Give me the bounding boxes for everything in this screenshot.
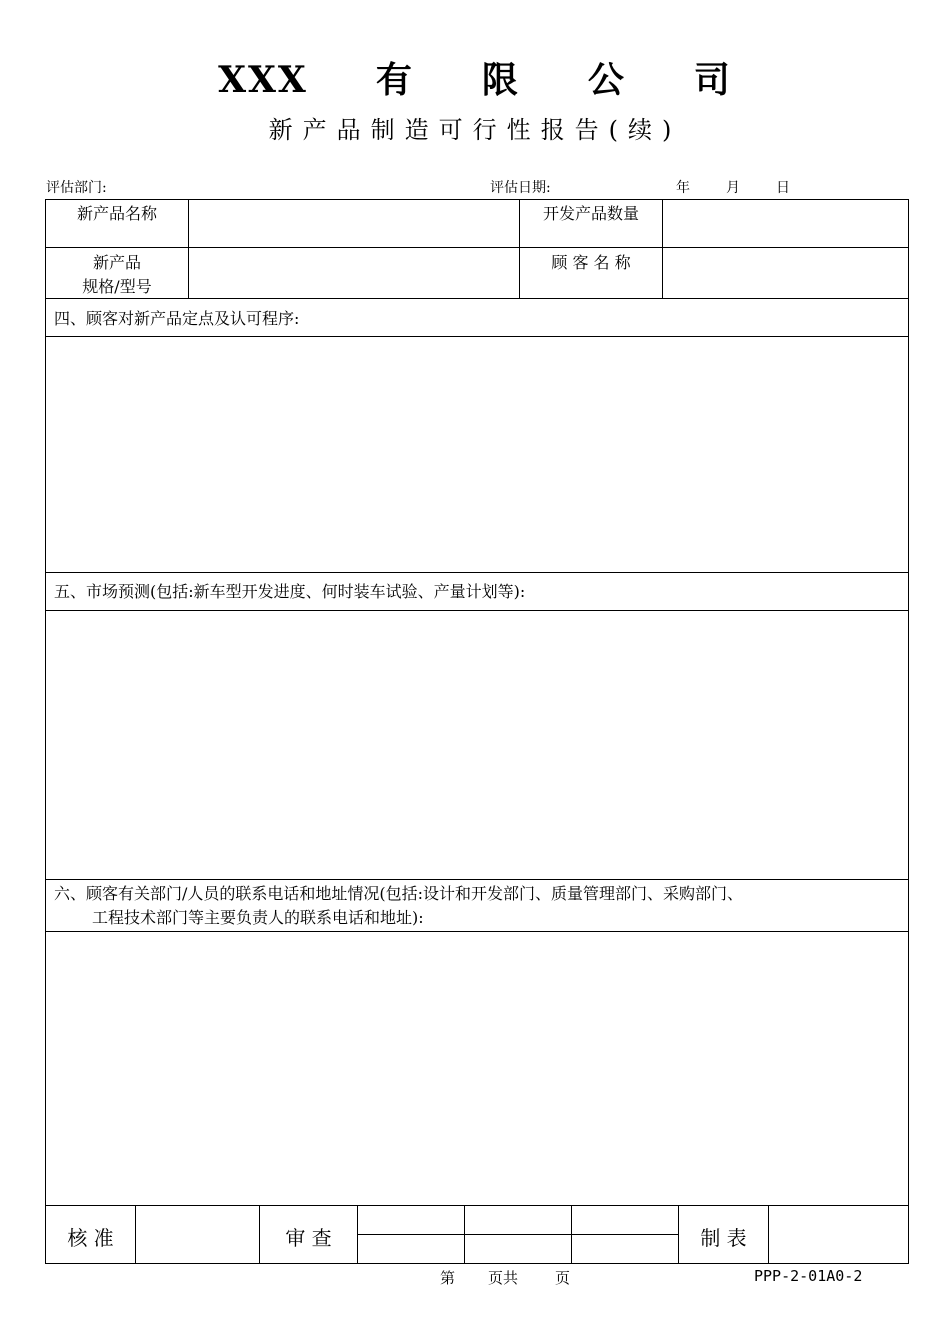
spec-label-line2: 规格/型号 (82, 277, 152, 296)
prepare-label: 制 表 (700, 1226, 747, 1250)
table-rule (188, 199, 189, 299)
section-4-content[interactable] (54, 345, 904, 565)
prepare-signature-field[interactable] (769, 1210, 907, 1258)
table-rule (662, 199, 663, 299)
table-rule (45, 336, 909, 337)
spec-label-line1: 新产品 (92, 253, 141, 272)
customer-name-label: 顾 客 名 称 (551, 253, 631, 272)
page-label-3: 页 (555, 1269, 571, 1287)
company-title-part: XXX (218, 59, 308, 101)
page-label-2: 页共 (488, 1269, 519, 1287)
approve-signature-field[interactable] (136, 1210, 258, 1258)
table-rule (357, 1234, 679, 1235)
table-rule (45, 1205, 909, 1206)
document-code: PPP-2-01A0-2 (754, 1267, 863, 1285)
table-rule (45, 247, 909, 248)
section-5-content[interactable] (54, 620, 904, 870)
company-title-part: 公 (587, 59, 626, 101)
date-month-label: 月 (726, 180, 740, 196)
product-name-label: 新产品名称 (76, 204, 157, 223)
eval-date-label: 评估日期: (490, 180, 551, 196)
section-5-heading: 五、市场预测(包括:新车型开发进度、何时装车试验、产量计划等): (54, 582, 526, 601)
section-6-heading-line1: 六、顾客有关部门/人员的联系电话和地址情况(包括:设计和开发部门、质量管理部门、采购部门、 (54, 884, 744, 903)
table-rule (45, 610, 909, 611)
table-border-bottom (45, 1263, 909, 1264)
section-6-heading-line2: 工程技术部门等主要负责人的联系电话和地址): (92, 908, 424, 927)
date-year-label: 年 (676, 180, 690, 196)
approve-label: 核 准 (67, 1226, 114, 1250)
table-border-right (908, 199, 909, 1264)
company-title-part: 有 (375, 59, 414, 101)
table-border-top (45, 199, 909, 200)
report-subtitle: 新产品制造可行性报告(续) (268, 116, 682, 144)
section-4-heading: 四、顾客对新产品定点及认可程序: (54, 309, 300, 328)
quantity-label: 开发产品数量 (542, 204, 639, 223)
company-title-part: 限 (481, 59, 520, 101)
company-title-part: 司 (693, 59, 732, 101)
company-title (0, 52, 950, 103)
table-border-left (45, 199, 46, 1264)
table-rule (45, 879, 909, 880)
date-day-label: 日 (776, 180, 790, 196)
review-label: 审 查 (285, 1226, 332, 1250)
table-rule (45, 572, 909, 573)
table-rule (45, 931, 909, 932)
page-label-1: 第 (440, 1269, 456, 1287)
eval-dept-label: 评估部门: (46, 180, 107, 196)
section-6-content[interactable] (54, 940, 904, 1195)
